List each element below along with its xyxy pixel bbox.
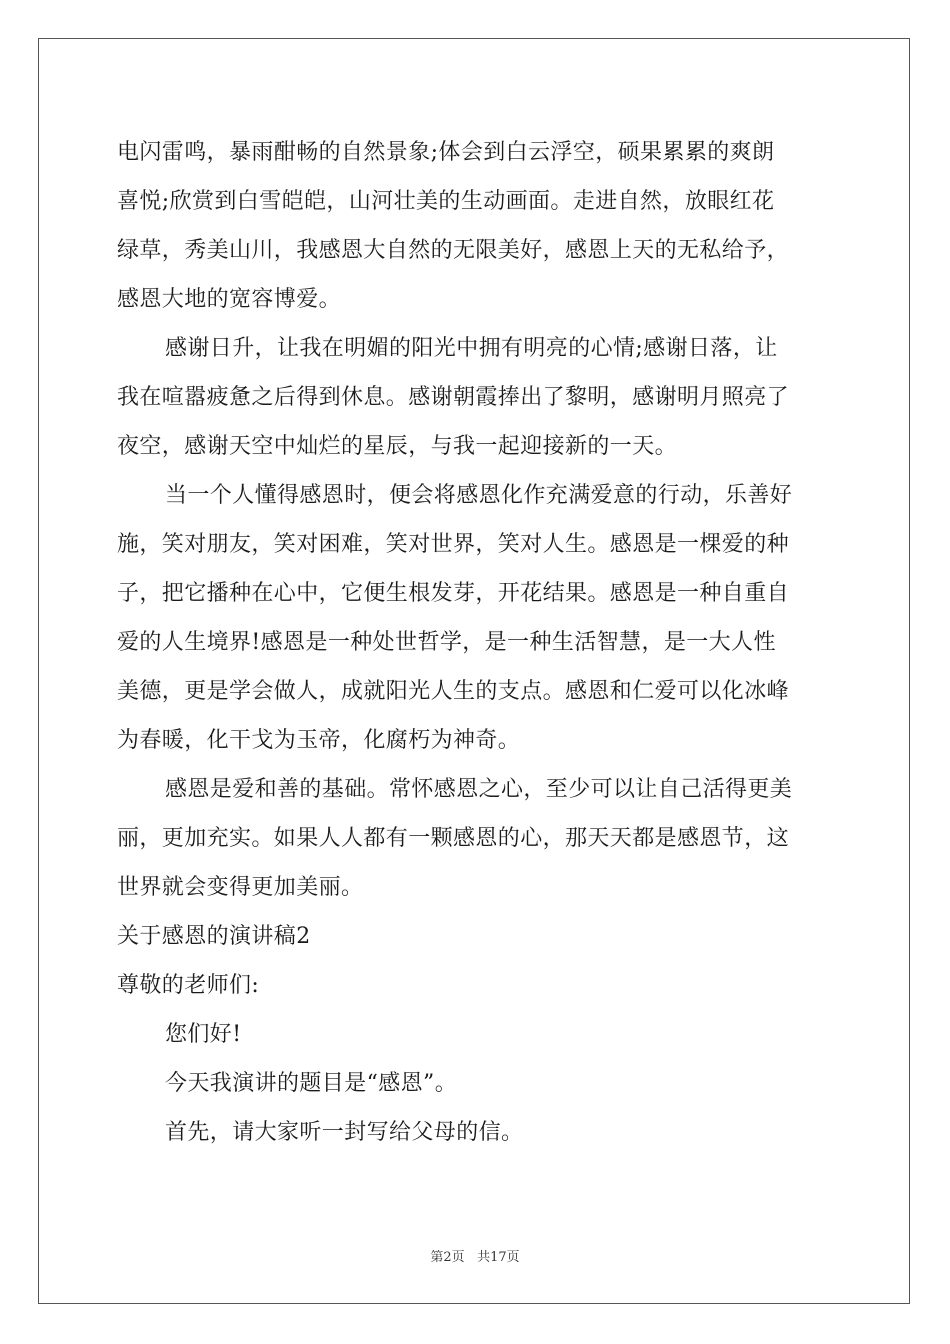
text-line: 夜空，感谢天空中灿烂的星辰，与我一起迎接新的一天。 xyxy=(117,434,678,459)
text-line: 爱的人生境界!感恩是一种处世哲学，是一种生活智慧，是一大人性 xyxy=(117,630,776,655)
text-line: 世界就会变得更加美丽。 xyxy=(117,875,364,900)
text-line: 美德，更是学会做人，成就阳光人生的支点。感恩和仁爱可以化冰峰 xyxy=(117,679,790,704)
page-footer xyxy=(0,1246,950,1265)
greeting-line: 您们好! xyxy=(165,1022,242,1047)
page-total: 共17页 xyxy=(477,1250,520,1265)
text-line: 为春暖，化干戈为玉帝，化腐朽为神奇。 xyxy=(117,728,521,753)
text-line: 绿草，秀美山川，我感恩大自然的无限美好，感恩上天的无私给予， xyxy=(117,238,790,263)
text-line: 丽，更加充实。如果人人都有一颗感恩的心，那天天都是感恩节，这 xyxy=(117,826,790,851)
text-line: 我在喧嚣疲惫之后得到休息。感谢朝霞捧出了黎明，感谢明月照亮了 xyxy=(117,385,790,410)
paragraph-start-line: 首先，请大家听一封写给父母的信。 xyxy=(165,1120,524,1145)
paragraph-start-line: 感谢日升，让我在明媚的阳光中拥有明亮的心情;感谢日落，让 xyxy=(165,336,778,361)
text-line: 电闪雷鸣，暴雨酣畅的自然景象;体会到白云浮空，硕果累累的爽朗 xyxy=(117,140,775,165)
salutation: 尊敬的老师们: xyxy=(117,973,260,998)
document-body xyxy=(117,128,837,1157)
paragraph-start-line: 当一个人懂得感恩时，便会将感恩化作充满爱意的行动，乐善好 xyxy=(165,483,793,508)
text-line: 子，把它播种在心中，它便生根发芽，开花结果。感恩是一种自重自 xyxy=(117,581,790,606)
text-line: 施，笑对朋友，笑对困难，笑对世界，笑对人生。感恩是一棵爱的种 xyxy=(117,532,790,557)
paragraph-start-line: 今天我演讲的题目是“感恩”。 xyxy=(165,1071,458,1096)
text-line: 感恩大地的宽容博爱。 xyxy=(117,287,342,312)
text-line: 喜悦;欣赏到白雪皑皑，山河壮美的生动画面。走进自然，放眼红花 xyxy=(117,189,775,214)
section-heading: 关于感恩的演讲稿2 xyxy=(117,924,311,949)
paragraph-start-line: 感恩是爱和善的基础。常怀感恩之心，至少可以让自己活得更美 xyxy=(165,777,793,802)
page-number: 第2页 xyxy=(430,1250,465,1265)
